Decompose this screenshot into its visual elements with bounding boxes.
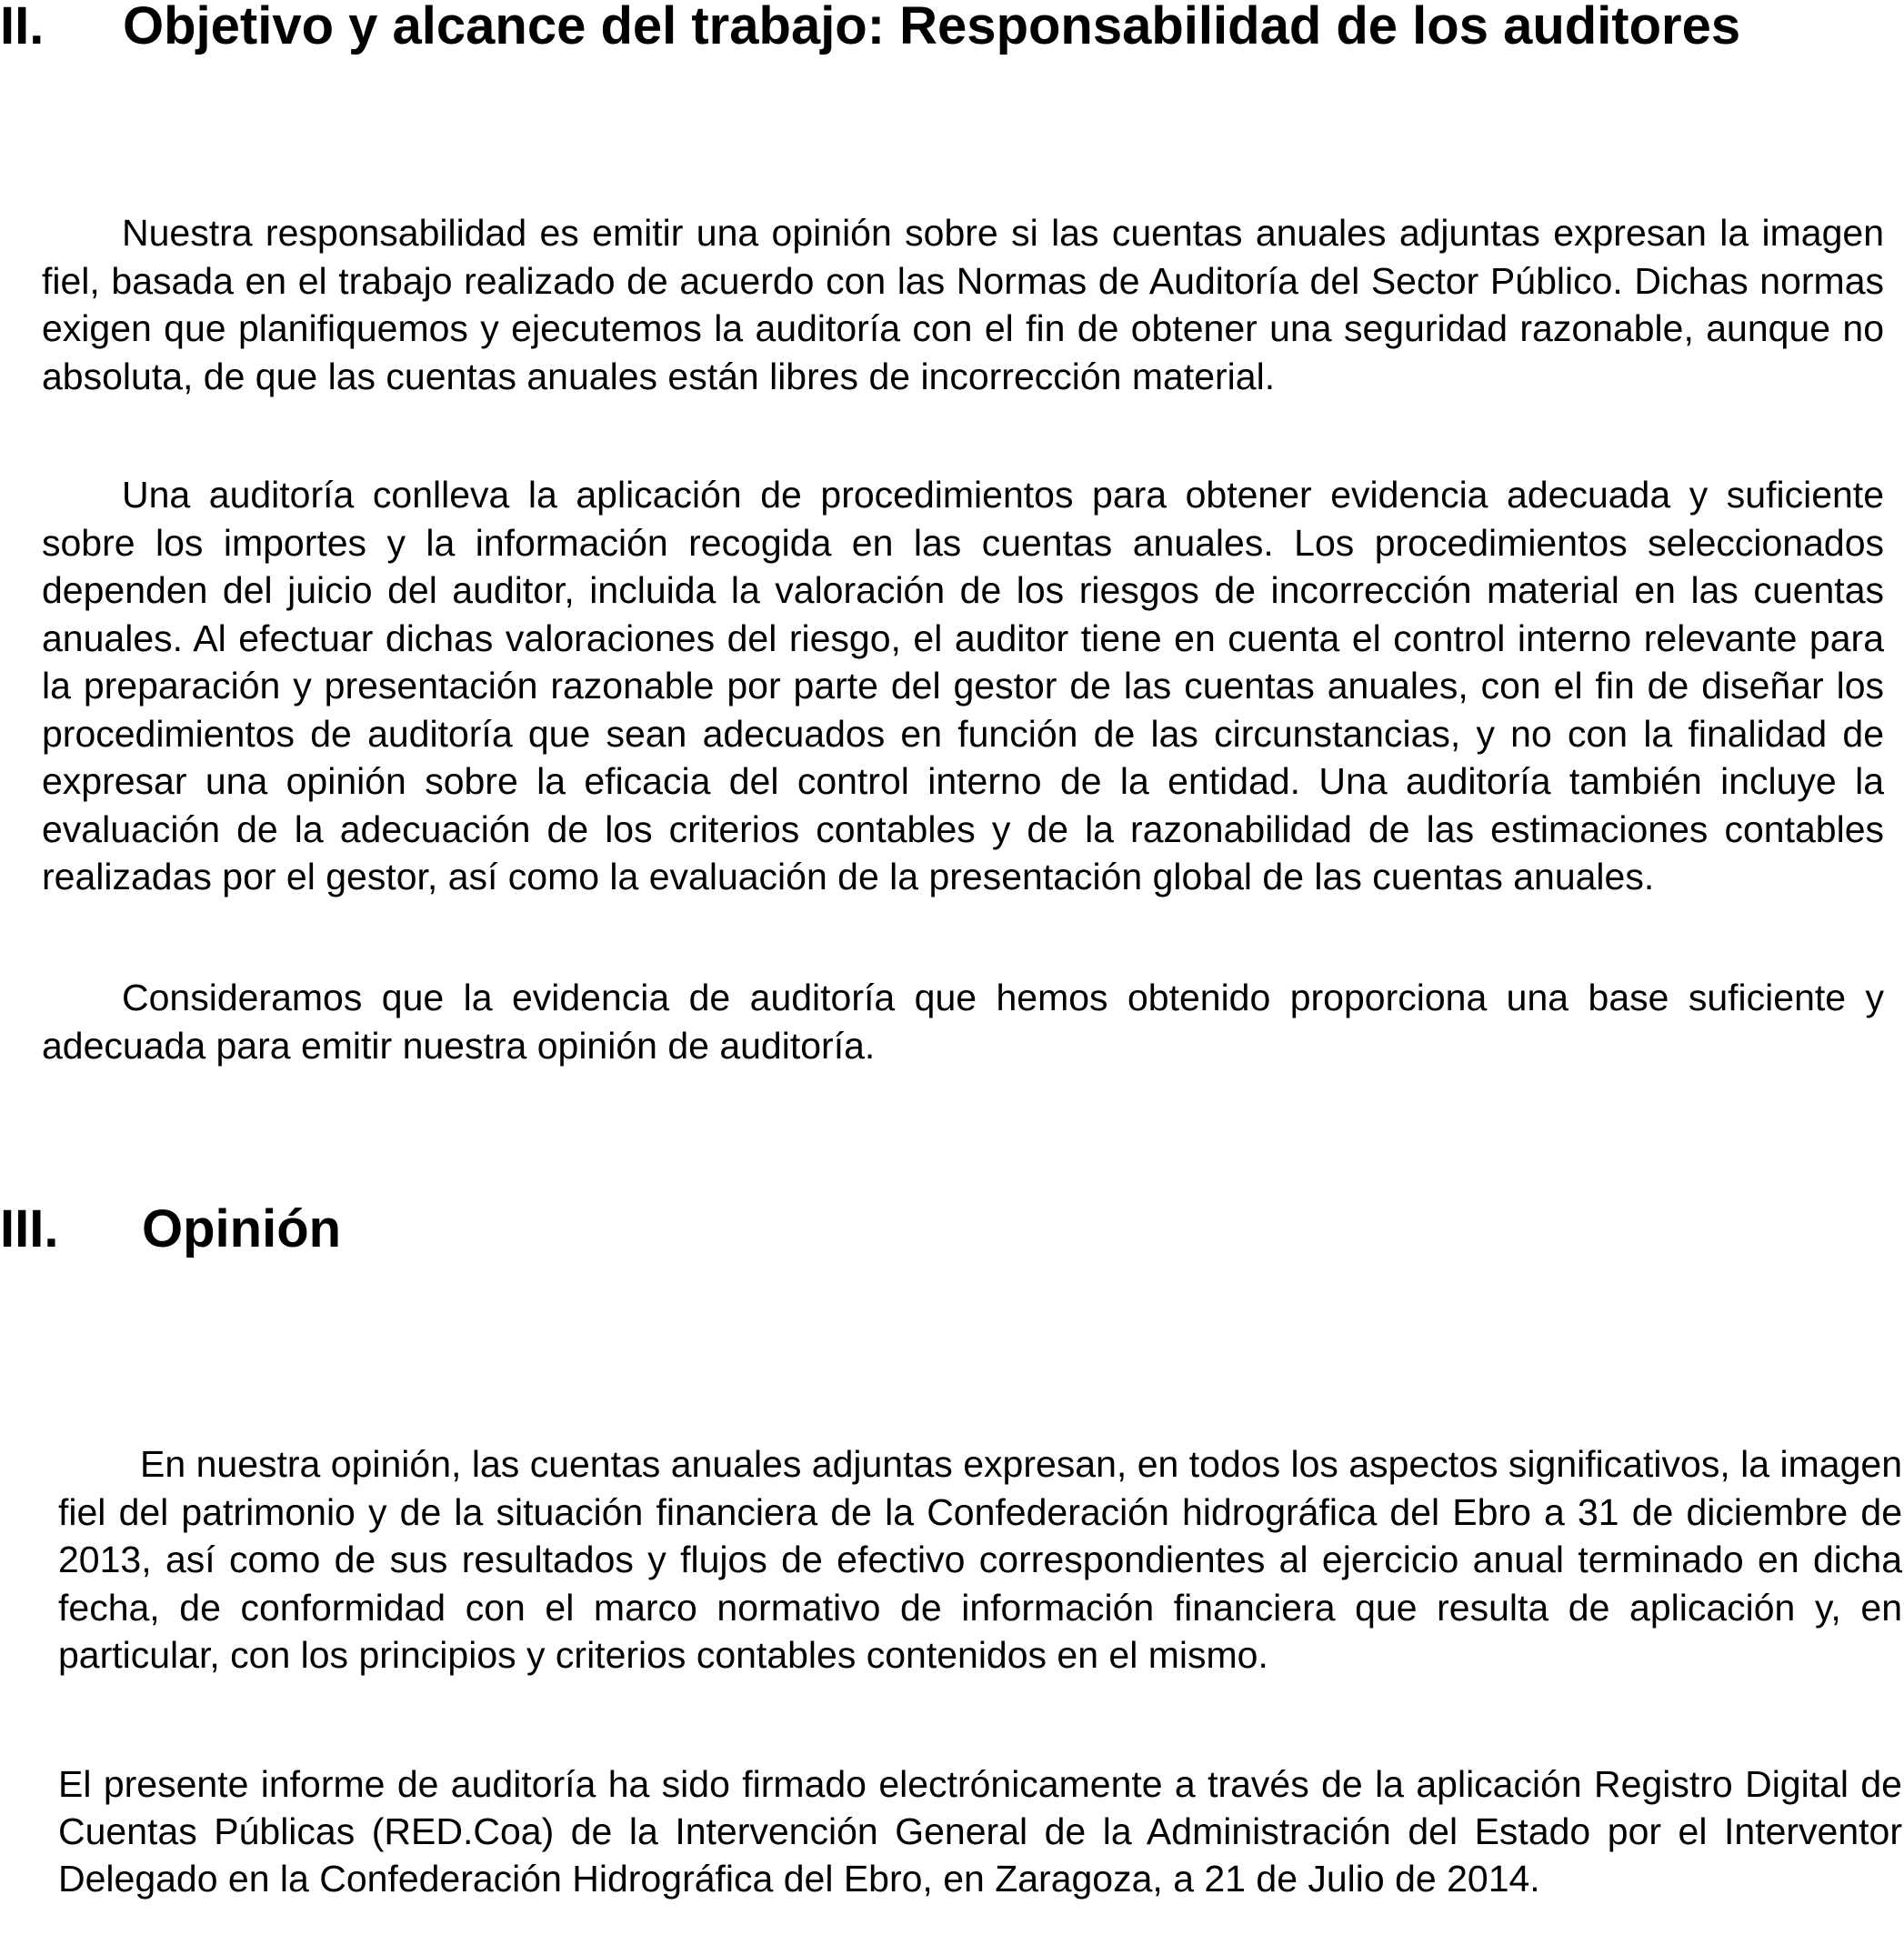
audit-procedures-paragraph: Una auditoría conlleva la aplicación de procedimientos para obtener evidencia adecuada y suficiente sobre los importes y la información recogida en las cuentas anuales. Los procedimientos seleccionados dependen del juicio del auditor, incluida la valoración de los riesgos de incorrección material en las cuentas anuales. Al efectuar dichas valoraciones del riesgo, el auditor tiene en cuenta el control interno relevante para la preparación y presentación razonable por parte del gestor de las cuentas anuales, con el fin de diseñar los procedimientos de auditoría que sean adecuados en función de las circunstancias, y no con la finalidad de expresar una opinión sobre la eficacia del control interno de la entidad. Una auditoría también incluye la evaluación de la adecuación de los criterios contables y de la razonabilidad de las estimaciones contables realizadas por el gestor, así como la evaluación de la presentación global de las cuentas anuales. bbox=[42, 474, 1884, 897]
section-ii-number: II. bbox=[0, 0, 45, 55]
opinion-paragraph: En nuestra opinión, las cuentas anuales adjuntas expresan, en todos los aspectos significativos, la imagen fiel del patrimonio y de la situación financiera de la Confederación hidrográfica del Ebro a 31 de diciembre de 2013, así como de sus resultados y flujos de efectivo correspondientes al ejercicio anual terminado en dicha fecha, de conformidad con el marco normativo de información financiera que resulta de aplicación y, en particular, con los principios y criterios contables contenidos en el mismo. bbox=[58, 1443, 1902, 1676]
section-iii-number: III. bbox=[0, 1199, 59, 1258]
section-iii-heading bbox=[0, 1199, 546, 1258]
signature-paragraph: El presente informe de auditoría ha sido firmado electrónicamente a través de la aplicación Registro Digital de Cuentas Públicas (RED.Coa) de la Intervención General de la Administración del Estado por el Interventor Delegado en la Confederación Hidrográfica del Ebro, en Zaragoza, a 21 de Julio de 2014. bbox=[58, 1763, 1902, 1900]
evidence-paragraph: Consideramos que la evidencia de auditoría que hemos obtenido proporciona una base suficiente y adecuada para emitir nuestra opinión de auditoría. bbox=[42, 977, 1884, 1067]
responsibility-paragraph: Nuestra responsabilidad es emitir una opinión sobre si las cuentas anuales adjuntas expresan la imagen fiel, basada en el trabajo realizado de acuerdo con las Normas de Auditoría del Sector Público. Dichas normas exigen que planifiquemos y ejecutemos la auditoría con el fin de obtener una seguridad razonable, aunque no absoluta, de que las cuentas anuales están libres de incorrección material. bbox=[42, 212, 1884, 397]
section-iii-title: Opinión bbox=[142, 1199, 342, 1258]
section-ii-title: Objetivo y alcance del trabajo: Responsabilidad de los auditores bbox=[123, 0, 1741, 55]
section-ii-heading bbox=[0, 0, 1819, 55]
